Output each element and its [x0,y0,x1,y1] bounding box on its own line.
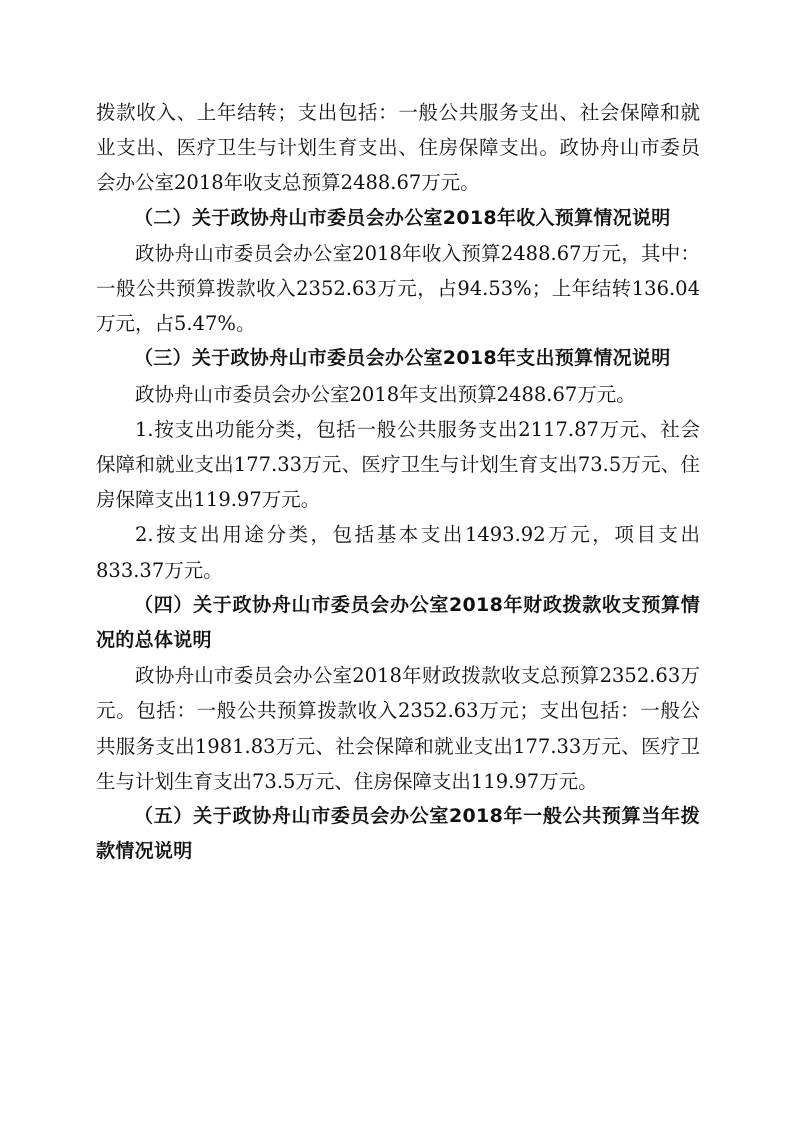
income-budget-paragraph: 政协舟山市委员会办公室2018年收入预算2488.67万元，其中：一般公共预算拨款收入2352.63万元，占94.53%；上年结转136.04万元，占5.47%。 [96,241,700,336]
section-heading-5-general-public-budget: （五）关于政协舟山市委员会办公室2018年一般公共预算当年拨款情况说明 [96,805,700,863]
section-heading-3-expenditure-budget: （三）关于政协舟山市委员会办公室2018年支出预算情况说明 [134,347,671,370]
fiscal-appropriation-paragraph: 政协舟山市委员会办公室2018年财政拨款收支总预算2352.63万元。包括：一般公共预算拨款收入2352.63万元；支出包括：一般公共服务支出1981.83万元、社会保障和就业支出177.33万元、医疗卫生与计划生育支出73.5万元、住房保障支出119.97万元。 [96,664,700,793]
expenditure-by-purpose-paragraph: 2.按支出用途分类，包括基本支出1493.92万元，项目支出833.37万元。 [96,523,700,582]
section-heading-2-income-budget: （二）关于政协舟山市委员会办公室2018年收入预算情况说明 [134,206,671,229]
document-page [96,95,700,869]
expenditure-by-function-paragraph: 1.按支出功能分类，包括一般公共服务支出2117.87万元、社会保障和就业支出177.33万元、医疗卫生与计划生育支出73.5万元、住房保障支出119.97万元。 [96,417,700,512]
expenditure-total-paragraph: 政协舟山市委员会办公室2018年支出预算2488.67万元。 [135,382,636,406]
section-heading-4-fiscal-appropriation: （四）关于政协舟山市委员会办公室2018年财政拨款收支预算情况的总体说明 [96,593,700,652]
intro-continuation-paragraph: 拨款收入、上年结转；支出包括：一般公共服务支出、社会保障和就业支出、医疗卫生与计划生育支出、住房保障支出。政协舟山市委员会办公室2018年收支总预算2488.67万元。 [96,101,700,195]
